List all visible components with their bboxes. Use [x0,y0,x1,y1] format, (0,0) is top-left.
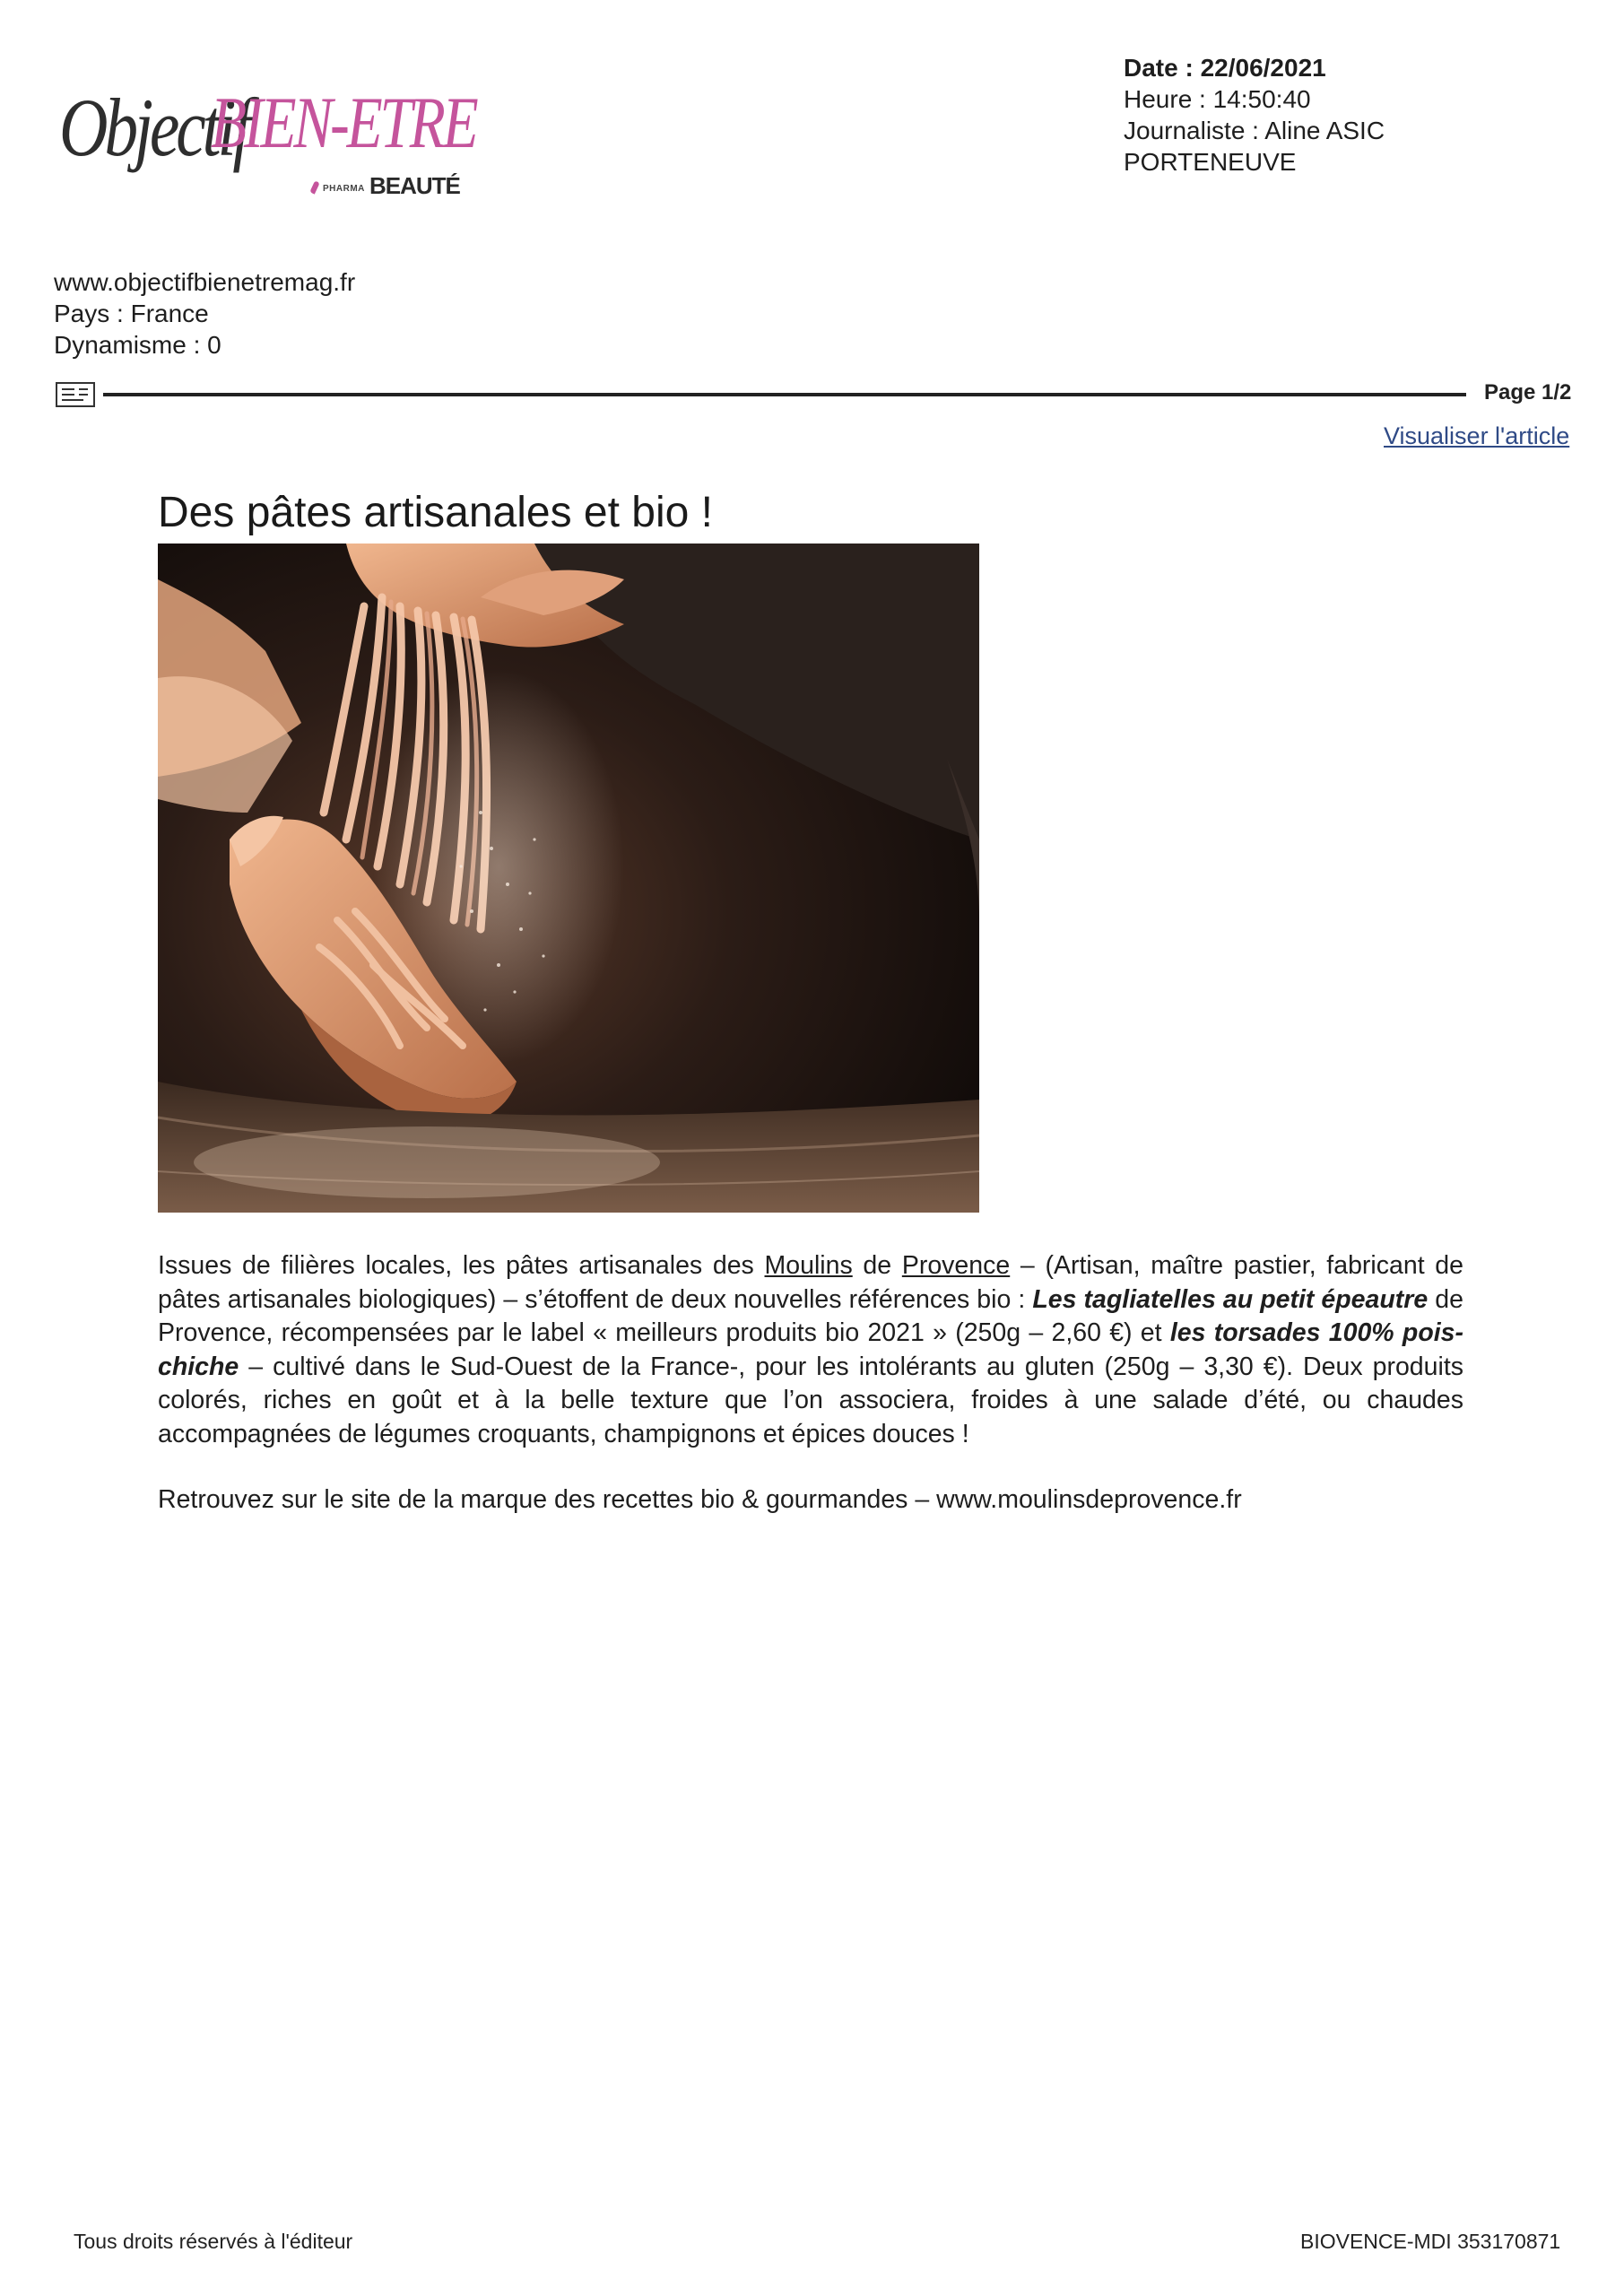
source-info [54,266,355,361]
logo-bien-etre-text: BIEN-ETRE [211,82,476,163]
logo-objectif-text: Objectif [59,82,248,173]
article-icon [56,382,95,407]
paragraph-text: de Provence, récompensées par le label « meilleurs produits bio 2021 » (250g – 2,60 €) et [158,1284,1463,1347]
paragraph-text: – (Artisan, maître pastier, fabricant de pâtes artisanales biologiques) – s’étoffent de deux nouvelles références bio : [158,1251,1463,1314]
source-url: www.objectifbienetremag.fr [54,268,356,296]
moulins-link[interactable]: Moulins [764,1251,853,1280]
paragraph-text: – cultivé dans le Sud-Ouest de la France-, pour les intolérants au gluten (250g – 3,30 €). Deux produits colorés, riches en goût et à la belle texture que l’on associera, froides à une salade d’été, ou chaudes accompagnées de légumes croquants, champignons et épices douces ! [158,1352,1463,1448]
clipping-metadata [1124,52,1385,178]
clipping-journalist: Journaliste : Aline ASIC [1124,117,1385,144]
article-photo [158,544,979,1213]
footer-reference: BIOVENCE-MDI 353170871 [1300,2230,1561,2253]
product-torsades: les torsades 100% pois-chiche [158,1318,1463,1381]
clipping-journalist-cont: PORTENEUVE [1124,148,1297,176]
publication-logo [54,81,475,215]
logo-beaute-text: BEAUTÉ [369,172,460,199]
clipping-time: Heure : 14:50:40 [1124,85,1311,113]
product-tagliatelles: Les tagliatelles au petit épeautre [1032,1284,1429,1314]
source-dynamism: Dynamisme : 0 [54,331,221,359]
logo-leaf-icon [309,180,319,194]
logo-pharma-text: PHARMA [323,184,365,194]
article-title: Des pâtes artisanales et bio ! [158,489,714,537]
clipping-date: Date : 22/06/2021 [1124,54,1326,82]
article-paragraph-2: Retrouvez sur le site de la marque des recettes bio & gourmandes – www.moulinsdeprovence.fr [158,1485,1242,1514]
provence-link[interactable]: Provence [901,1251,1011,1280]
source-country: Pays : France [54,300,209,327]
page-number: Page 1/2 [1484,380,1572,404]
article-paragraph-1 [158,1249,1463,1451]
article-body [158,1249,1463,1518]
header-rule [103,393,1466,396]
footer-rights: Tous droits réservés à l'éditeur [74,2230,353,2253]
paragraph-text: Issues de filières locales, les pâtes artisanales des [158,1251,765,1280]
pasta-hands-illustration [158,544,979,1213]
view-article-link[interactable]: Visualiser l'article [1384,422,1570,449]
paragraph-text: de [852,1251,902,1280]
